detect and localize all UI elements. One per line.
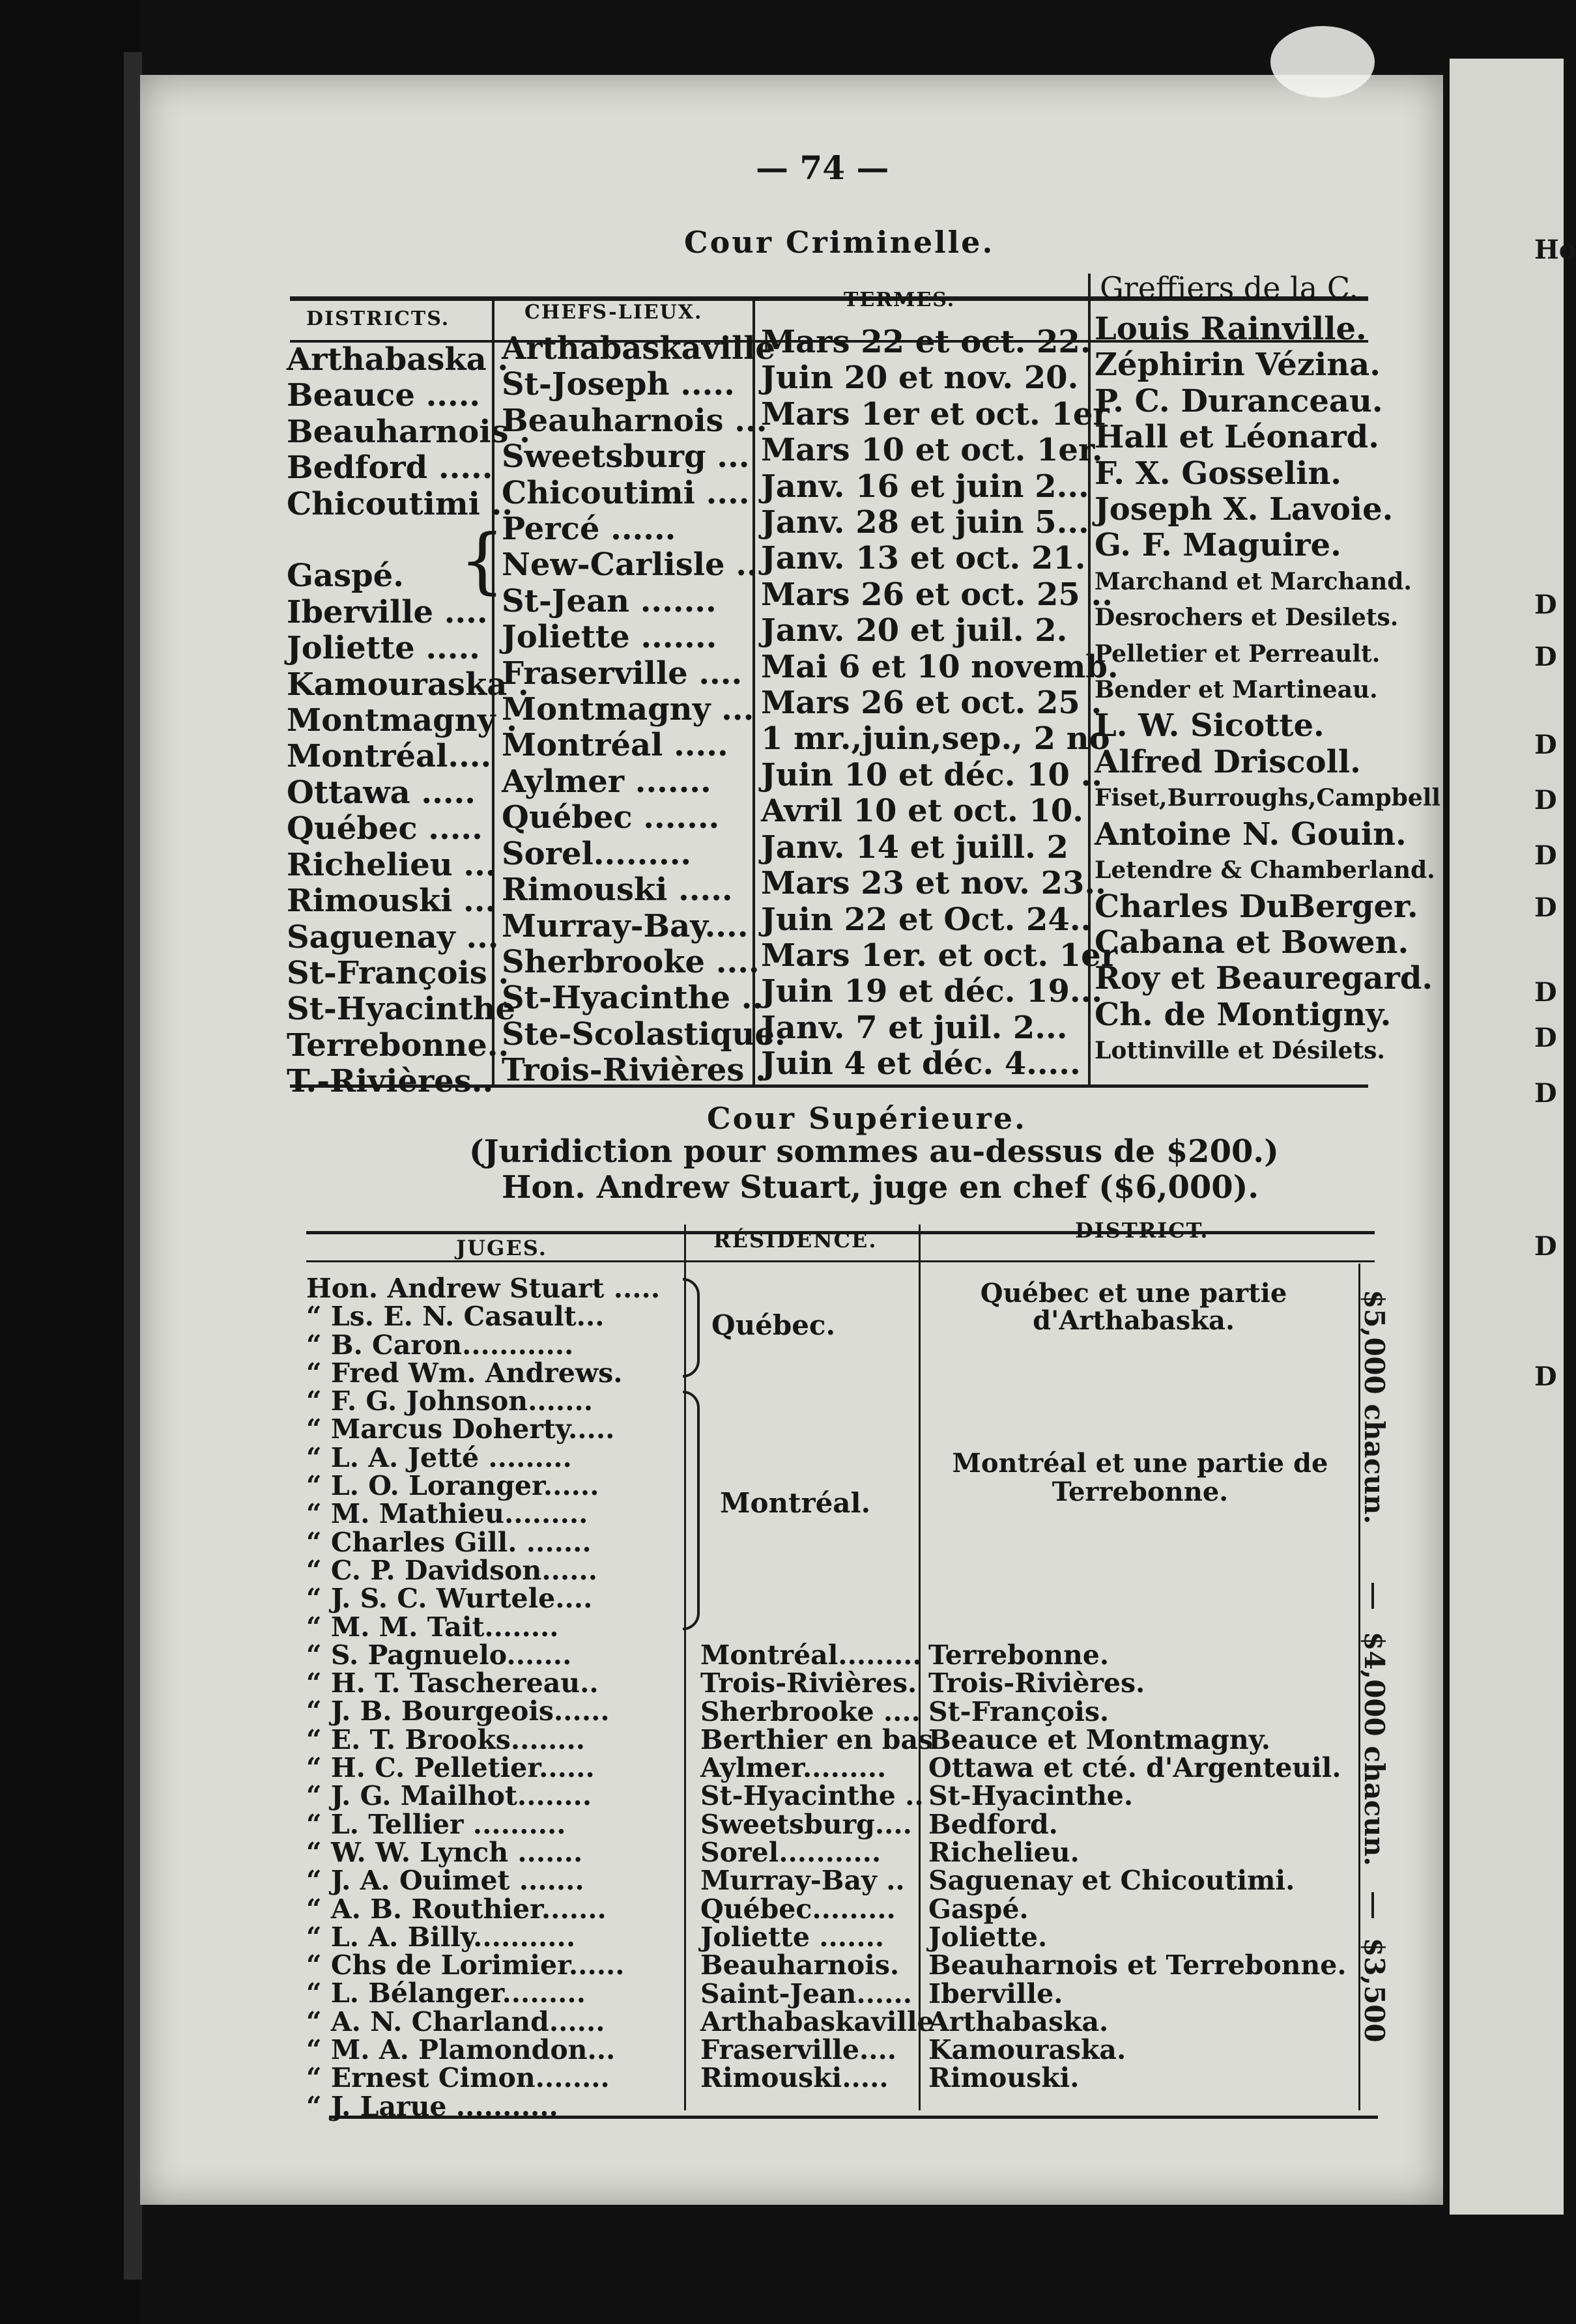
- judge-name: “ J. A. Ouimet .......: [306, 1865, 584, 1897]
- judge-name: “ L. Bélanger.........: [306, 1977, 586, 2009]
- header-greffiers: Greffiers de la C.: [1100, 270, 1359, 305]
- district-cell: Rimouski ...: [287, 883, 496, 920]
- judge-name: “ E. T. Brooks........: [306, 1723, 586, 1755]
- district-cell: Beauharnois .: [287, 413, 530, 450]
- chef-lieu-cell: Sweetsburg ...: [502, 438, 750, 475]
- residence-cell: Montréal.........: [700, 1639, 922, 1671]
- judge-name: “ L. A. Billy...........: [306, 1921, 576, 1953]
- judge-name: “ Chs de Lorimier......: [306, 1949, 625, 1981]
- judge-name: “ H. T. Taschereau..: [306, 1667, 599, 1699]
- adjacent-page-fragment: D: [1534, 1023, 1557, 1053]
- quebec-district: Québec et une partie d'Arthabaska.: [980, 1278, 1287, 1336]
- adjacent-page-fragment: D: [1534, 1078, 1557, 1109]
- adjacent-page-fragment: D: [1534, 1361, 1557, 1392]
- residence-cell: Sherbrooke ....: [700, 1695, 921, 1727]
- district-cell: Saguenay ...: [287, 918, 499, 956]
- superior-court-title: Cour Supérieure.: [707, 1101, 1027, 1136]
- greffier-cell: Marchand et Marchand.: [1095, 567, 1412, 595]
- residence-cell: St-Hyacinthe ..: [700, 1780, 924, 1812]
- judge-name: “ B. Caron............: [306, 1329, 574, 1361]
- district-cell: Trois-Rivières.: [928, 1667, 1145, 1699]
- district-cell: Joliette .....: [287, 630, 480, 667]
- montreal-residence: Montréal.: [720, 1487, 871, 1519]
- chef-lieu-cell: Percé ......: [502, 511, 676, 548]
- terme-cell: Janv. 28 et juin 5...: [761, 504, 1089, 541]
- header-districts: DISTRICTS.: [306, 307, 450, 330]
- judges-column: [306, 1275, 660, 2121]
- adjacent-page-fragment: D: [1534, 892, 1557, 923]
- district-cell: St-Hyacinthe.: [928, 1780, 1134, 1812]
- judge-name: “ M. M. Tait........: [306, 1611, 559, 1643]
- chef-lieu-cell: Aylmer .......: [502, 763, 711, 800]
- criminal-court-title: Cour Criminelle.: [684, 225, 995, 260]
- district-cell: Québec .....: [287, 810, 483, 847]
- chef-lieu-cell: Beauharnois ...: [502, 402, 767, 439]
- judge-name: “ F. G. Johnson.......: [306, 1385, 594, 1417]
- page-number: — 74 —: [756, 149, 889, 187]
- district-cell: Richelieu.: [928, 1837, 1080, 1869]
- chef-lieu-cell: Chicoutimi ....: [502, 474, 750, 511]
- residence-cell: Aylmer.........: [700, 1752, 887, 1784]
- header-district: DISTRICT.: [1075, 1218, 1209, 1243]
- residence-cell: Arthabaskaville: [700, 2005, 934, 2037]
- chef-lieu-cell: Ste-Scolastique.: [502, 1015, 786, 1053]
- paper-stain: [1270, 26, 1375, 98]
- terme-cell: Mars 23 et nov. 23..: [761, 865, 1106, 902]
- greffier-cell: Charles DuBerger.: [1095, 888, 1418, 925]
- adjacent-page-fragment: D: [1534, 730, 1557, 760]
- greffier-cell: Roy et Beauregard.: [1095, 960, 1433, 997]
- district-cell: Bedford.: [928, 1808, 1058, 1840]
- judge-name: “ A. N. Charland......: [306, 2005, 605, 2037]
- terme-cell: 1 mr.,juin,sep., 2 no: [761, 720, 1110, 758]
- greffier-cell: Pelletier et Perreault.: [1095, 640, 1381, 668]
- district-cell: Terrebonne..: [287, 1027, 509, 1064]
- greffier-cell: Fiset,Burroughs,Campbell: [1095, 784, 1441, 812]
- judge-name: Hon. Andrew Stuart .....: [306, 1273, 661, 1304]
- residence-cell: Saint-Jean......: [700, 1977, 913, 2009]
- chef-lieu-cell: Montmagny ...: [502, 691, 754, 728]
- judge-name: “ L. Tellier ..........: [306, 1808, 566, 1840]
- greffier-cell: Zéphirin Vézina.: [1095, 347, 1381, 384]
- district-cell: T.-Rivières..: [287, 1063, 494, 1100]
- judge-name: “ L. O. Loranger......: [306, 1470, 599, 1502]
- chef-lieu-cell: Fraserville ....: [502, 655, 743, 692]
- judge-name: “ C. P. Davidson......: [306, 1554, 597, 1586]
- district-cell: Montréal....: [287, 738, 492, 775]
- district-cell: Iberville ....: [287, 593, 488, 631]
- district-cell: Joliette.: [928, 1921, 1048, 1953]
- salary-separator-1: [1371, 1583, 1374, 1609]
- adjacent-page-fragment: D: [1534, 1231, 1557, 1262]
- residence-cell: Fraserville....: [700, 2034, 897, 2066]
- chef-lieu-cell: New-Carlisle ..: [502, 546, 758, 584]
- quebec-residence: Québec.: [711, 1309, 836, 1341]
- district-column: [928, 1641, 1347, 2093]
- gaspe-brace: {: [459, 518, 505, 602]
- judge-name: “ M. A. Plamondon...: [306, 2034, 616, 2066]
- judge-name: “ Charles Gill. .......: [306, 1526, 592, 1558]
- chef-lieu-cell: St-Joseph .....: [502, 366, 735, 403]
- terme-cell: Mai 6 et 10 novemb.: [761, 648, 1119, 685]
- residence-cell: Trois-Rivières.: [700, 1667, 917, 1699]
- adjacent-page-fragment: D: [1534, 840, 1557, 871]
- judges-header-rule: [306, 1260, 1375, 1262]
- adjacent-page-fragment: D: [1534, 642, 1557, 672]
- chef-lieu-cell: Québec .......: [502, 799, 720, 836]
- salary-3500: $3,500: [1358, 1938, 1390, 2043]
- chief-justice-note: Hon. Andrew Stuart, juge en chef ($6,000).: [502, 1169, 1259, 1206]
- terme-cell: Janv. 14 et juill. 2: [761, 829, 1068, 866]
- chef-lieu-cell: St-Hyacinthe ..: [502, 980, 764, 1017]
- terme-cell: Janv. 20 et juil. 2.: [761, 612, 1068, 649]
- district-cell: Arthabaska .: [287, 341, 509, 378]
- greffier-cell: Hall et Léonard.: [1095, 419, 1379, 456]
- adjacent-page: [1450, 59, 1564, 2215]
- residence-column: [700, 1641, 934, 2093]
- terme-cell: Juin 4 et déc. 4.....: [761, 1045, 1081, 1083]
- judge-name: “ J. Larue ...........: [306, 2090, 558, 2122]
- district-cell: Beauce et Montmagny.: [928, 1723, 1271, 1755]
- terme-cell: Mars 22 et oct. 22.: [761, 324, 1091, 360]
- district-cell: Kamouraska.: [928, 2034, 1126, 2066]
- greffier-cell: Letendre & Chamberland.: [1095, 857, 1435, 885]
- district-cell: Gaspé.: [287, 558, 404, 595]
- greffier-cell: P. C. Duranceau.: [1095, 382, 1383, 419]
- chef-lieu-cell: Trois-Rivières .: [502, 1052, 766, 1089]
- adjacent-page-fragment: D: [1534, 589, 1557, 620]
- district-cell: Ottawa et cté. d'Argenteuil.: [928, 1752, 1341, 1784]
- termes-column: [761, 324, 1119, 1083]
- greffier-cell: Alfred Driscoll.: [1095, 743, 1361, 780]
- header-termes: TERMES.: [844, 289, 956, 311]
- judge-name: “ L. A. Jetté .........: [306, 1441, 572, 1473]
- district-cell: Bedford .....: [287, 449, 493, 487]
- judge-name: “ J. B. Bourgeois......: [306, 1695, 610, 1727]
- greffier-cell: G. F. Maguire.: [1095, 527, 1341, 564]
- header-chefs-lieux: CHEFS-LIEUX.: [524, 301, 703, 324]
- greffiers-column: [1095, 311, 1440, 1070]
- judge-name: “ J. G. Mailhot........: [306, 1780, 592, 1812]
- montreal-district: Montréal et une partie de Terrebonne.: [952, 1448, 1328, 1507]
- district-cell: Ottawa .....: [287, 774, 476, 811]
- district-cell: Beauce .....: [287, 377, 481, 414]
- district-cell: Iberville.: [928, 1977, 1063, 2009]
- greffier-cell: Ch. de Montigny.: [1095, 996, 1392, 1033]
- districts-column: [287, 342, 530, 1100]
- judge-name: “ A. B. Routhier.......: [306, 1893, 607, 1925]
- greffier-cell: Desrochers et Desilets.: [1095, 604, 1399, 632]
- residence-cell: Joliette .......: [700, 1921, 885, 1953]
- chef-lieu-cell: Sherbrooke ....: [502, 943, 760, 980]
- jurisdiction-note: (Juridiction pour sommes au-dessus de $200.): [469, 1133, 1279, 1170]
- adjacent-page-fragment: Ho: [1534, 234, 1576, 265]
- terme-cell: Juin 10 et déc. 10 ..: [761, 756, 1103, 793]
- district-cell: St-Hyacinthe: [287, 991, 516, 1028]
- chefs-lieux-column: [502, 331, 786, 1089]
- greffier-cell: L. W. Sicotte.: [1095, 707, 1325, 744]
- district-cell: Beauharnois et Terrebonne.: [928, 1949, 1347, 1981]
- terme-cell: Mars 1er. et oct. 1er: [761, 937, 1117, 974]
- residence-cell: Rimouski.....: [700, 2062, 889, 2094]
- header-juges: JUGES.: [456, 1236, 547, 1260]
- terme-cell: Janv. 13 et oct. 21.: [761, 540, 1086, 577]
- chef-lieu-cell: Joliette .......: [502, 619, 717, 656]
- adjacent-page-fragment: D: [1534, 785, 1557, 815]
- terme-cell: Janv. 16 et juin 2...: [761, 468, 1089, 505]
- judge-name: “ Marcus Doherty.....: [306, 1413, 615, 1445]
- terme-cell: Mars 1er et oct. 1er: [761, 395, 1110, 432]
- terme-cell: Janv. 7 et juil. 2...: [761, 1009, 1068, 1046]
- book-binding: [124, 52, 142, 2280]
- district-cell: Saguenay et Chicoutimi.: [928, 1865, 1295, 1897]
- header-residence: RÉSIDENCE.: [713, 1228, 878, 1253]
- district-cell: Richelieu ...: [287, 846, 496, 883]
- greffier-cell: F. X. Gosselin.: [1095, 455, 1342, 492]
- district-cell: Terrebonne.: [928, 1639, 1110, 1671]
- scan-border-left: [0, 0, 140, 2324]
- greffier-cell: Joseph X. Lavoie.: [1095, 491, 1394, 528]
- salary-5000: $5,000 chacun.: [1358, 1290, 1390, 1524]
- terme-cell: Avril 10 et oct. 10.: [761, 793, 1083, 830]
- montreal-brace: [683, 1391, 700, 1630]
- district-cell: St-François.: [928, 1695, 1110, 1727]
- judge-name: “ H. C. Pelletier......: [306, 1752, 595, 1784]
- chef-lieu-cell: Arthabaskaville: [502, 330, 775, 367]
- terme-cell: Juin 20 et nov. 20.: [761, 360, 1079, 397]
- residence-cell: Sorel...........: [700, 1837, 881, 1869]
- terme-cell: Mars 26 et oct. 25 .: [761, 685, 1102, 722]
- district-cell: Arthabaska.: [928, 2005, 1109, 2037]
- judge-name: “ M. Mathieu.........: [306, 1498, 588, 1530]
- terme-cell: Mars 26 et oct. 25 ..: [761, 576, 1113, 613]
- salary-separator-2: [1371, 1892, 1374, 1918]
- chef-lieu-cell: St-Jean .......: [502, 582, 717, 619]
- salary-4000: $4,000 chacun.: [1358, 1632, 1390, 1866]
- district-cell: Chicoutimi ..: [287, 485, 513, 522]
- district-cell: St-François .: [287, 954, 509, 991]
- greffier-cell: Bender et Martineau.: [1095, 676, 1378, 704]
- quebec-brace: [683, 1278, 700, 1378]
- terme-cell: Mars 10 et oct. 1er.: [761, 432, 1103, 469]
- terme-cell: Juin 19 et déc. 19...: [761, 973, 1103, 1010]
- residence-cell: Québec.........: [700, 1893, 896, 1925]
- district-cell: Montmagny .: [287, 702, 517, 739]
- terme-cell: Juin 22 et Oct. 24..: [761, 901, 1092, 938]
- chef-lieu-cell: Rimouski .....: [502, 872, 733, 909]
- judge-name: “ Ernest Cimon........: [306, 2062, 610, 2094]
- greffier-cell: Cabana et Bowen.: [1095, 924, 1409, 961]
- judge-name: “ J. S. C. Wurtele....: [306, 1583, 593, 1615]
- district-cell: Gaspé.: [928, 1893, 1029, 1925]
- residence-cell: Berthier en bas: [700, 1723, 934, 1755]
- district-cell: Rimouski.: [928, 2062, 1080, 2094]
- judge-name: “ Fred Wm. Andrews.: [306, 1357, 623, 1389]
- residence-cell: Murray-Bay ..: [700, 1865, 905, 1897]
- residence-cell: Beauharnois.: [700, 1949, 900, 1981]
- judge-name: “ S. Pagnuelo.......: [306, 1639, 572, 1671]
- greffier-cell: Antoine N. Gouin.: [1095, 815, 1407, 853]
- district-cell: Kamouraska .: [287, 666, 529, 703]
- chef-lieu-cell: Murray-Bay....: [502, 907, 749, 944]
- residence-cell: Sweetsburg....: [700, 1808, 912, 1840]
- chef-lieu-cell: Sorel.........: [502, 835, 692, 872]
- judge-name: “ Ls. E. N. Casault...: [306, 1301, 605, 1333]
- judge-name: “ W. W. Lynch .......: [306, 1836, 583, 1868]
- greffier-cell: Louis Rainville.: [1095, 311, 1367, 347]
- adjacent-page-fragment: D: [1534, 977, 1557, 1008]
- chef-lieu-cell: Montréal .....: [502, 727, 728, 764]
- greffier-cell: Lottinville et Désilets.: [1095, 1037, 1385, 1065]
